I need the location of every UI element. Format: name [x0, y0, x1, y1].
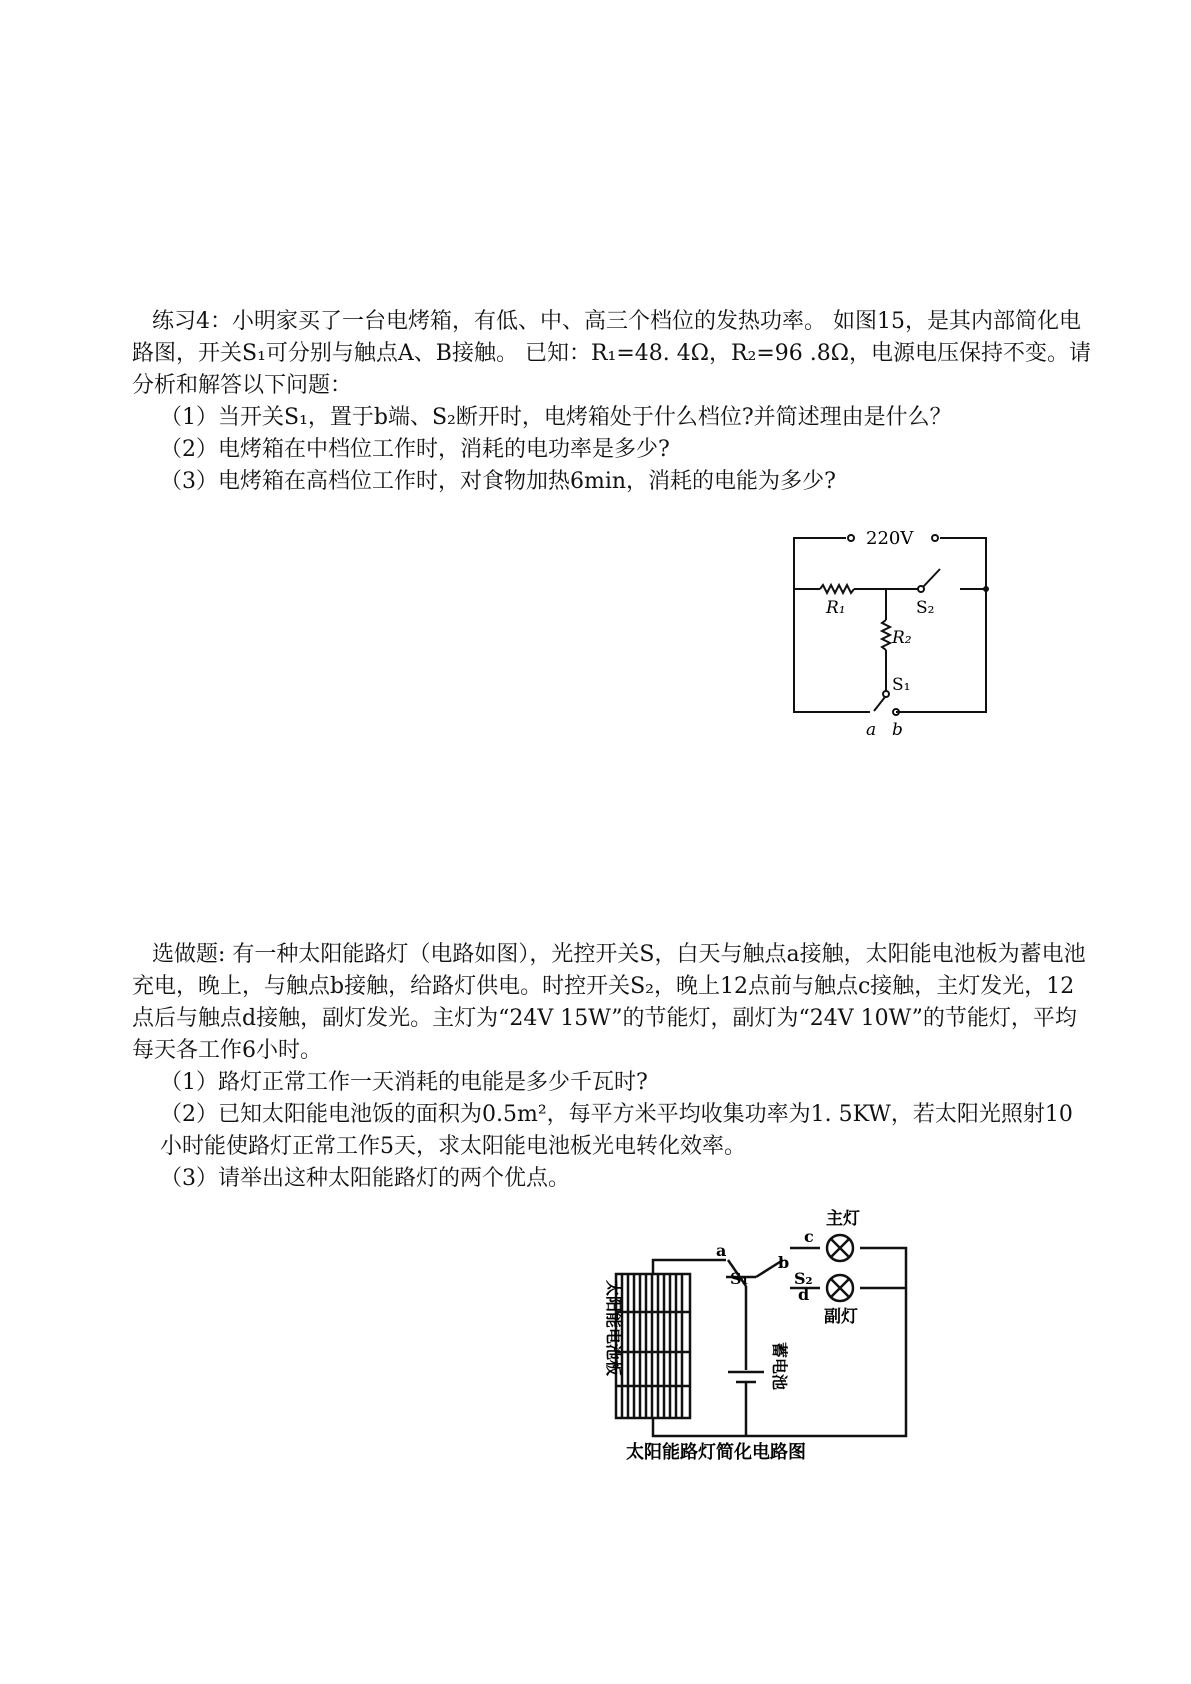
figure-caption: 太阳能路灯简化电路图: [626, 1442, 806, 1460]
optional-question-intro: 选做题: 有一种太阳能路灯（电路如图），光控开关S，白天与触点a接触，太阳能电池板为蓄电池充电，晚上，与触点b接触，给路灯供电。时控开关S₂，晚上12点前与触点c接触，主灯发光，12点后与触点d接触，副灯发光。主灯为“24V 15W”的节能灯，副灯为“24V 10W”的节能灯，平均每天各工作6小时。: [132, 942, 1086, 1063]
exercise-4-item-1: （1）当开关S₁，置于b端、S₂断开时，电烤箱处于什么档位?并简述理由是什么？: [160, 405, 952, 430]
s2-blade: [923, 569, 940, 587]
voltage-label: 220V: [866, 528, 914, 549]
left-wire: [794, 538, 870, 712]
r1-label: R₁: [826, 598, 846, 618]
optional-question: [132, 939, 1092, 1195]
r1-resistor: [820, 585, 854, 593]
contact-b-label: b: [778, 1253, 790, 1272]
terminal-right: [932, 535, 938, 541]
solar-light-circuit-diagram: [568, 1200, 938, 1460]
r2-resistor: [882, 620, 890, 650]
exercise-4-item-3: （3）电烤箱在高档位工作时，对食物加热6min，消耗的电能为多少?: [160, 469, 836, 494]
contact-b-label: b: [892, 720, 903, 740]
terminal-left: [848, 535, 854, 541]
exercise-4-item-2: （2）电烤箱在中档位工作时，消耗的电功率是多少?: [160, 437, 670, 462]
s1-label: S₁: [892, 675, 911, 695]
optional-question-item-1: （1）路灯正常工作一天消耗的电能是多少千瓦时?: [160, 1070, 648, 1095]
optional-question-item-3: （3）请举出这种太阳能路灯的两个优点。: [160, 1166, 570, 1191]
s1-label: S₁: [730, 1269, 749, 1288]
main-lamp-label: 主灯: [826, 1209, 860, 1229]
sub-lamp-label: 副灯: [824, 1307, 858, 1327]
s1-pivot: [883, 691, 889, 697]
s2-label: S₂: [794, 1269, 813, 1288]
contact-d-label: d: [798, 1285, 810, 1304]
contact-c-label: c: [804, 1227, 814, 1246]
exercise-4-intro: 练习4：小明家买了一台电烤箱，有低、中、高三个档位的发热功率。 如图15，是其内部简化电路图，开关S₁可分别与触点A、B接触。 已知：R₁=48. 4Ω，R₂=96 .8Ω，电源电压保持不变。请分析和解答以下问题：: [132, 309, 1092, 398]
s1-blade: [874, 697, 885, 711]
battery-label: 蓄电池: [770, 1342, 789, 1391]
optional-question-item-2: （2）已知太阳能电池饭的面积为0.5m²，每平方米平均收集功率为1. 5KW，若太阳光照射10小时能使路灯正常工作5天，求太阳能电池板光电转化效率。: [160, 1102, 1073, 1159]
oven-circuit-diagram: [790, 525, 990, 745]
contact-a-label: a: [716, 1241, 727, 1260]
contact-a-label: a: [866, 720, 877, 740]
r2-label: R₂: [892, 628, 912, 648]
s2-label: S₂: [916, 598, 935, 618]
panel-label: 太阳能电池板: [604, 1280, 623, 1377]
exercise-4: [132, 306, 1092, 498]
